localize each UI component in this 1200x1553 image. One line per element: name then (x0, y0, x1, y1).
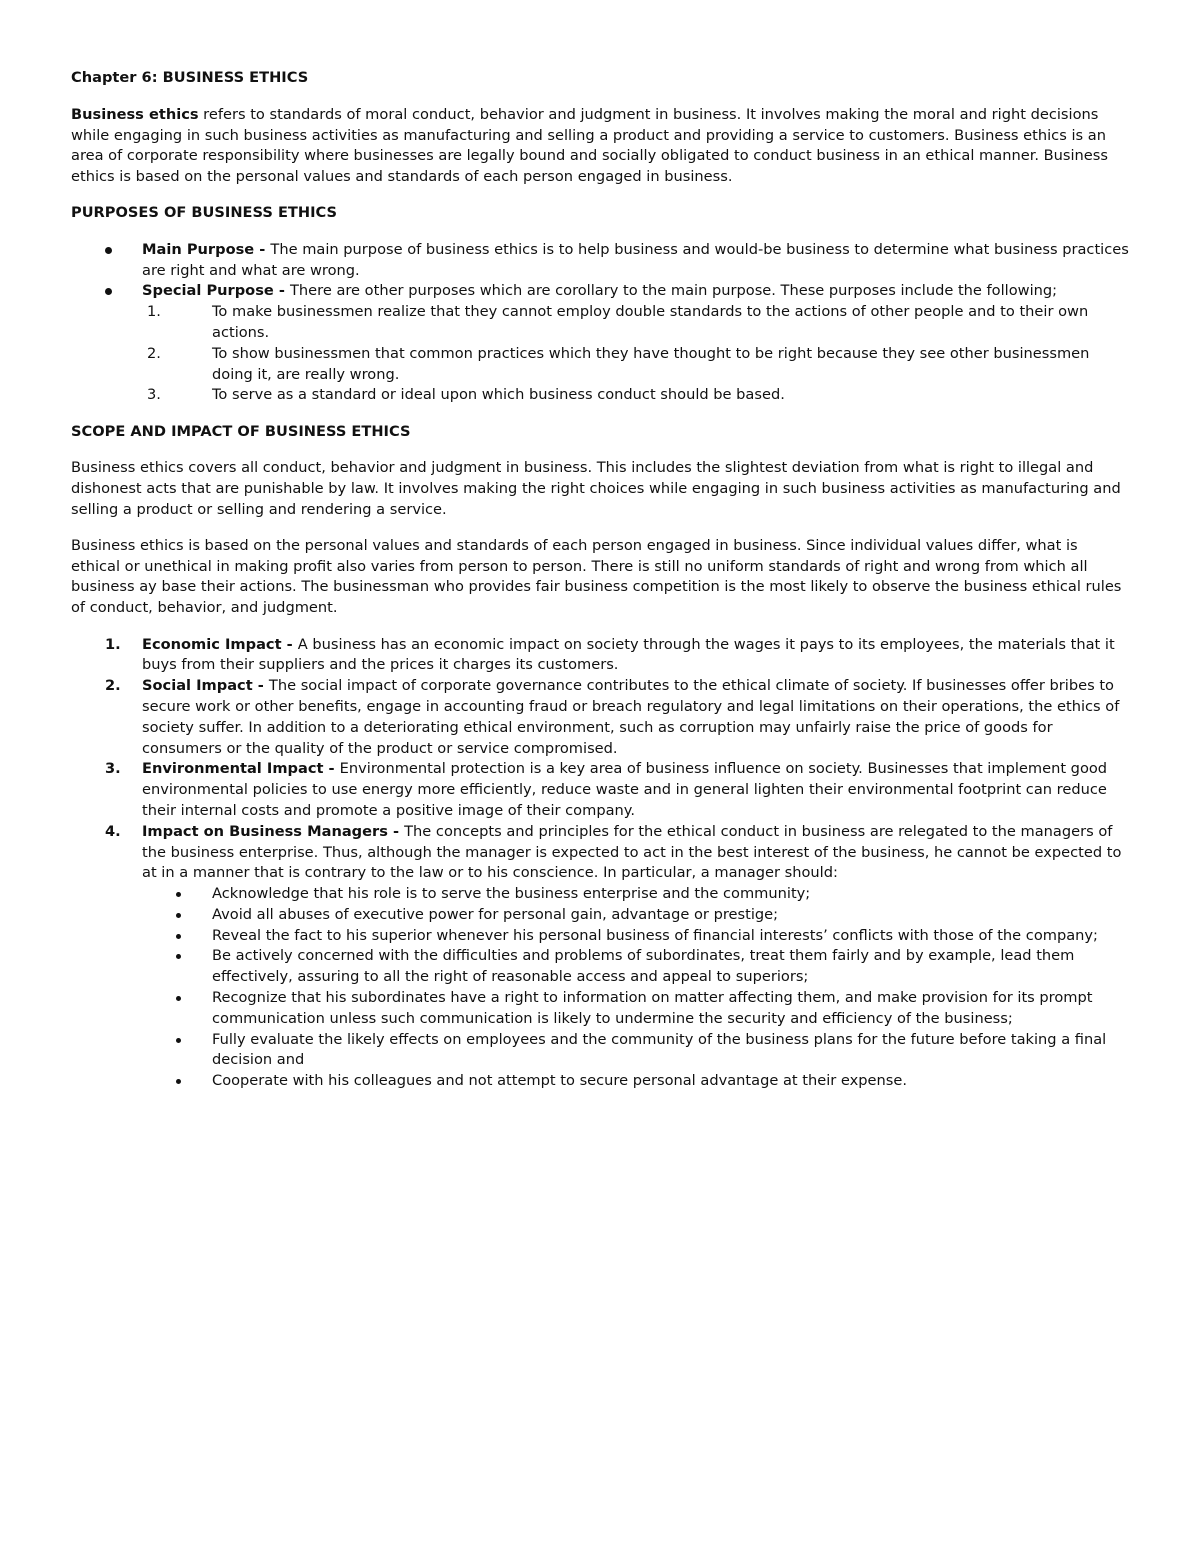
list-item (71, 1030, 1130, 1072)
bullet-icon (176, 1038, 182, 1044)
impact-text: Environmental protection is a key area of business influence on society. Businesses that implement good environmental policies to use energy more efficiently, reduce waste and in general lighten their environmental footprint can reduce their internal costs and promote a positive image of their company. (142, 760, 1108, 819)
scope-paragraph-2: Business ethics is based on the personal values and standards of each person engaged in business. Since individual values differ, what is ethical or unethical in making profit also varies from person to person. There is still no uniform standards of right and wrong from which all business ay base their actions. The businessman who provides fair business competition is the most likely to observe the business ethical rules of conduct, behavior, and judgment. (71, 536, 1122, 617)
impact-text: A business has an economic impact on society through the wages it pays to its employees, the materials that it buys from their suppliers and the prices it charges its customers. (142, 635, 1115, 674)
item-number: 3. (147, 386, 161, 404)
bullet-icon (176, 954, 182, 960)
purposes-list (71, 240, 1130, 406)
bullet-icon (176, 892, 182, 898)
item-text: Cooperate with his colleagues and not attempt to secure personal advantage at their expense. (212, 1072, 907, 1090)
item-text: Reveal the fact to his superior whenever his personal business of financial interests’ conflicts with those of the company; (212, 926, 1098, 944)
item-text: To make businessmen realize that they cannot employ double standards to the actions of other people and to their own actions. (212, 303, 1089, 341)
item-text: Avoid all abuses of executive power for personal gain, advantage or prestige; (212, 905, 779, 923)
item-number: 4. (105, 822, 121, 840)
list-item (71, 946, 1130, 988)
scope-heading: SCOPE AND IMPACT OF BUSINESS ETHICS (71, 422, 411, 440)
item-number: 1. (147, 303, 161, 321)
bullet-icon (176, 996, 182, 1002)
chapter-title: Chapter 6: BUSINESS ETHICS (71, 69, 309, 86)
manager-duties-list (142, 884, 1130, 1092)
bullet-icon (176, 934, 182, 940)
purposes-heading: PURPOSES OF BUSINESS ETHICS (71, 204, 338, 222)
bullet-icon (105, 247, 113, 254)
item-text: Recognize that his subordinates have a right to information on matter affecting them, and make provision for its prompt communication unless such communication is likely to undermine the security and efficiency of the business; (212, 989, 1093, 1027)
main-purpose-item (71, 240, 1130, 282)
impact-item-economic (71, 635, 1130, 677)
special-purpose-label: Special Purpose - (142, 282, 290, 300)
item-number: 2. (105, 677, 121, 695)
impact-label: Impact on Business Managers - (142, 822, 405, 840)
list-item (71, 1071, 1130, 1092)
item-number: 3. (105, 760, 121, 778)
intro-text: refers to standards of moral conduct, behavior and judgment in business. It involves making the moral and right decisions while engaging in such business activities as manufacturing and selling a product and providing a service to customers. Business ethics is an area of corporate responsibility where businesses are legally bound and socially obligated to conduct business in an ethical manner. Business ethics is based on the personal values and standards of each person engaged in business. (71, 105, 1108, 186)
item-text: Acknowledge that his role is to serve the business enterprise and the community; (212, 885, 811, 903)
list-item (71, 926, 1130, 947)
item-text: To show businessmen that common practices which they have thought to be right because they see other businessmen doing it, are really wrong. (212, 344, 1090, 383)
item-number: 2. (147, 344, 161, 362)
impact-list (71, 635, 1130, 1093)
impact-label: Environmental Impact - (142, 760, 340, 778)
item-text: Fully evaluate the likely effects on employees and the community of the business plans for the future before taking a final decision and (212, 1030, 1107, 1069)
list-item (71, 344, 1130, 386)
intro-term: Business ethics (71, 105, 199, 123)
impact-item-social (71, 676, 1130, 759)
impact-item-managers (71, 822, 1130, 1092)
list-item (71, 302, 1130, 344)
bullet-icon (176, 1079, 182, 1085)
impact-text: The concepts and principles for the ethical conduct in business are relegated to the managers of the business enterprise. Thus, although the manager is expected to act in the best interest of the business, he cannot be expected to at in a manner that is contrary to the law or to his conscience. In particular, a manager should: (142, 822, 1122, 882)
special-purpose-text: There are other purposes which are corollary to the main purpose. These purposes include the following; (290, 282, 1058, 300)
item-number: 1. (105, 635, 121, 653)
impact-label: Social Impact - (142, 677, 269, 695)
list-item (71, 884, 1130, 905)
item-text: To serve as a standard or ideal upon which business conduct should be based. (212, 386, 785, 404)
list-item (71, 905, 1130, 926)
impact-label: Economic Impact - (142, 635, 298, 653)
special-purpose-sublist (142, 302, 1130, 406)
impact-text: The social impact of corporate governance contributes to the ethical climate of society. If businesses offer bribes to secure work or other benefits, engage in accounting fraud or breach regulatory and legal limitations on their operations, the ethics of society suffer. In addition to a deteriorating ethical environment, such as corruption may unfairly raise the price of goods for consumers or the quality of the product or service compromised. (142, 677, 1120, 757)
bullet-icon (105, 288, 113, 295)
main-purpose-text: The main purpose of business ethics is to help business and would-be business to determine what business practices are right and what are wrong. (142, 240, 1129, 279)
main-purpose-label: Main Purpose - (142, 240, 271, 258)
list-item (71, 988, 1130, 1030)
special-purpose-item (71, 281, 1130, 406)
item-text: Be actively concerned with the difficulties and problems of subordinates, treat them fairly and by example, lead them effectively, assuring to all the right of reasonable access and appeal to superiors; (212, 947, 1075, 986)
bullet-icon (176, 913, 182, 919)
intro-paragraph (71, 105, 1130, 188)
scope-paragraph-1: Business ethics covers all conduct, behavior and judgment in business. This includes the slightest deviation from what is right to illegal and dishonest acts that are punishable by law. It involves making the right choices while engaging in such business activities as manufacturing and selling a product or selling and rendering a service. (71, 458, 1121, 518)
impact-item-environmental (71, 759, 1130, 821)
list-item (71, 385, 1130, 406)
